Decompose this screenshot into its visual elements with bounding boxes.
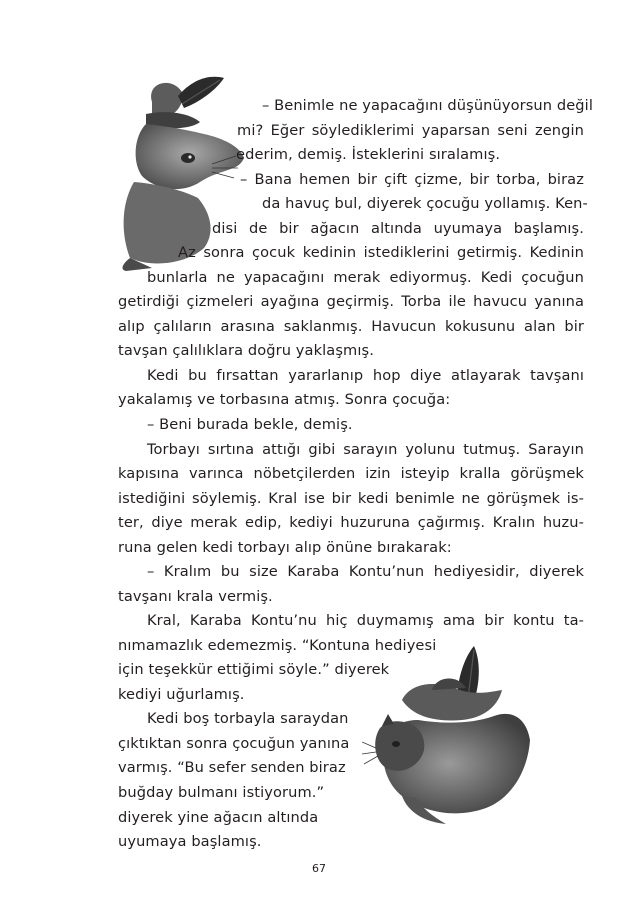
text-line: tavşanı krala vermiş.	[118, 587, 273, 605]
text-line: Kral, Karaba Kontu’nu hiç duymamış ama bir kontu ta-	[147, 612, 584, 630]
text-line: buğday bulmanı istiyorum.”	[118, 783, 325, 801]
text-line: disi de bir ağacın altında uyumaya başlamış.	[212, 219, 584, 237]
text-line: – Bana hemen bir çift çizme, bir torba, biraz	[240, 170, 584, 188]
text-line: – Kralım bu size Karaba Kontu’nun hediyesidir, diyerek	[147, 563, 584, 581]
text-line: Az sonra çocuk kedinin istediklerini getirmiş. Kedinin	[178, 244, 584, 262]
text-line: uyumaya başlamış.	[118, 833, 262, 850]
text-line: getirdiği çizmeleri ayağına geçirmiş. Torba ile havucu yanına	[118, 293, 584, 311]
text-line: mi? Eğer söylediklerimi yaparsan seni zengin	[237, 121, 584, 139]
text-line: Torbayı sırtına attığı gibi sarayın yolunu tutmuş. Sarayın	[147, 440, 584, 458]
text-line: – Benimle ne yapacağını düşünüyorsun değil	[262, 97, 593, 114]
text-line: istediğini söylemiş. Kral ise bir kedi benimle ne görüşmek is-	[118, 489, 584, 507]
text-line: diyerek yine ağacın altında	[118, 808, 319, 826]
text-line: için teşekkür ettiğimi söyle.” diyerek	[118, 661, 390, 679]
text-line: alıp çalıların arasına saklanmış. Havucun kokusunu alan bir	[118, 317, 584, 335]
text-line: Kedi boş torbayla saraydan	[147, 710, 349, 728]
text-line: kapısına varınca nöbetçilerden izin isteyip kralla görüşmek	[118, 465, 584, 482]
text-line: – Beni burada bekle, demiş.	[147, 415, 353, 433]
text-line: varmış. “Bu sefer senden biraz	[118, 759, 346, 777]
text-line: da havuç bul, diyerek çocuğu yollamış. Ken-	[262, 195, 588, 213]
text-line: tavşan çalılıklara doğru yaklaşmış.	[118, 342, 374, 360]
text-line: bunlarla ne yapacağını merak ediyormuş. Kedi çocuğun	[147, 268, 584, 286]
page-number: 67	[312, 862, 326, 875]
text-line: kediyi uğurlamış.	[118, 685, 245, 703]
text-line: ter, diye merak edip, kediyi huzuruna çağırmış. Kralın huzu-	[118, 514, 584, 532]
text-line: yakalamış ve torbasına atmış. Sonra çocuğa:	[118, 391, 451, 409]
text-line: ederim, demiş. İsteklerini sıralamış.	[236, 146, 501, 164]
text-line: çıktıktan sonra çocuğun yanına	[118, 734, 350, 752]
text-line: nımamazlık edemezmiş. “Kontuna hediyesi	[118, 636, 437, 654]
text-line: runa gelen kedi torbayı alıp önüne bırakarak:	[118, 538, 452, 556]
text-line: Kedi bu fırsattan yararlanıp hop diye atlayarak tavşanı	[147, 366, 584, 384]
